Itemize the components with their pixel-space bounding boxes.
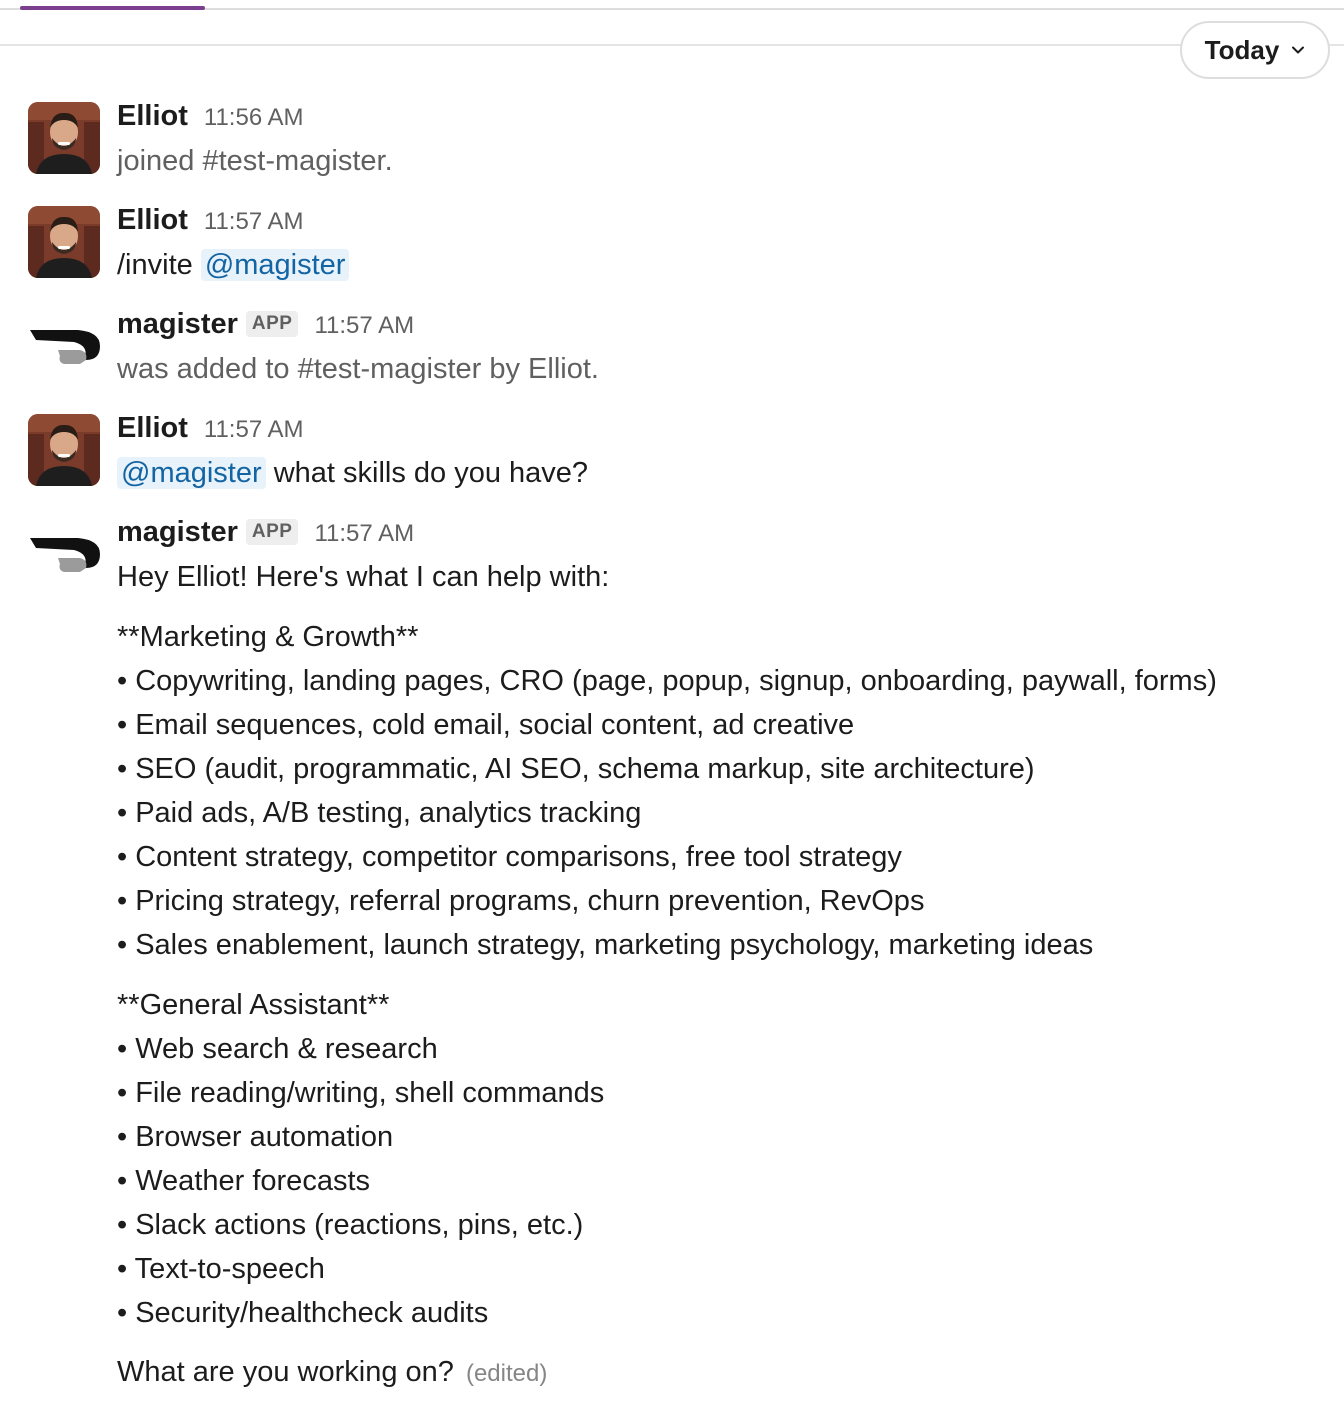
chevron-down-icon: [1291, 43, 1305, 57]
app-badge: APP: [246, 311, 299, 337]
section-title-general: **General Assistant**: [117, 989, 390, 1021]
message-timestamp[interactable]: 11:57 AM: [314, 312, 415, 339]
message-body: what skills do you have?: [265, 457, 589, 489]
message-timestamp[interactable]: 11:57 AM: [203, 416, 304, 443]
list-item: • Browser automation: [117, 1121, 394, 1153]
closing-text: What are you working on?: [117, 1356, 454, 1388]
edited-label: (edited): [465, 1360, 548, 1387]
message-timestamp[interactable]: 11:57 AM: [314, 520, 415, 547]
list-item: • Weather forecasts: [117, 1165, 370, 1197]
list-item: • Content strategy, competitor comparisons, free tool strategy: [117, 841, 902, 873]
active-tab-indicator: [20, 6, 205, 10]
list-item: • Paid ads, A/B testing, analytics tracking: [117, 797, 642, 829]
message-timestamp[interactable]: 11:56 AM: [203, 104, 304, 131]
list-item: • SEO (audit, programmatic, AI SEO, schema markup, site architecture): [117, 753, 1035, 785]
message-text: was added to #test-magister by Elliot.: [117, 353, 599, 385]
day-jump-button[interactable]: [1180, 21, 1330, 79]
section-title-marketing: **Marketing & Growth**: [117, 621, 419, 653]
list-item: • File reading/writing, shell commands: [117, 1077, 605, 1109]
list-item: • Web search & research: [117, 1033, 438, 1065]
user-mention[interactable]: @magister: [117, 457, 266, 489]
message-text: [117, 457, 588, 490]
sender-name[interactable]: magister: [117, 516, 238, 548]
avatar-elliot[interactable]: [28, 102, 100, 174]
sender-name[interactable]: Elliot: [117, 100, 188, 132]
sender-name[interactable]: Elliot: [117, 412, 188, 444]
list-item: • Slack actions (reactions, pins, etc.): [117, 1209, 584, 1241]
command-text: /invite: [117, 249, 201, 281]
sender-name[interactable]: Elliot: [117, 204, 188, 236]
list-item: • Text-to-speech: [117, 1253, 325, 1285]
avatar-elliot[interactable]: [28, 206, 100, 278]
list-item: • Copywriting, landing pages, CRO (page, popup, signup, onboarding, paywall, forms): [117, 665, 1217, 697]
list-item: • Email sequences, cold email, social content, ad creative: [117, 709, 855, 741]
message-closing: [117, 1356, 547, 1389]
message-text: joined #test-magister.: [117, 145, 393, 177]
list-item: • Pricing strategy, referral programs, churn prevention, RevOps: [117, 885, 925, 917]
sender-name[interactable]: magister: [117, 308, 238, 340]
list-item: • Sales enablement, launch strategy, marketing psychology, marketing ideas: [117, 929, 1094, 961]
day-divider-line: [0, 44, 1344, 46]
user-mention[interactable]: @magister: [201, 249, 350, 281]
avatar-magister[interactable]: [28, 518, 100, 590]
message-timestamp[interactable]: 11:57 AM: [203, 208, 304, 235]
app-badge: APP: [246, 519, 299, 545]
day-label: Today: [1204, 34, 1280, 65]
avatar-elliot[interactable]: [28, 414, 100, 486]
avatar-magister[interactable]: [28, 310, 100, 382]
list-item: • Security/healthcheck audits: [117, 1297, 489, 1329]
message-text: [117, 249, 349, 282]
message-greeting: Hey Elliot! Here's what I can help with:: [117, 561, 610, 593]
